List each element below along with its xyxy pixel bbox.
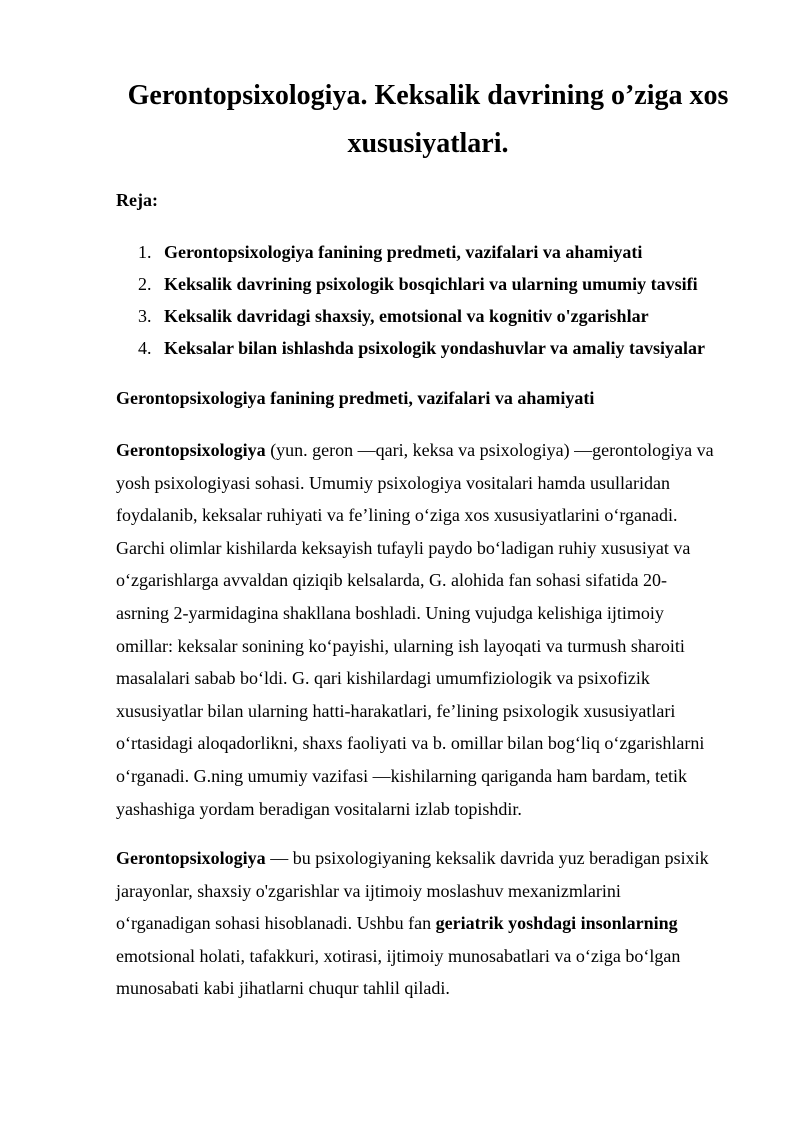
paragraph-line: o‘rganadi. G.ning umumiy vazifasi —kishilarning qariganda ham bardam, tetik (116, 765, 688, 786)
plan-item-text: Keksalik davridagi shaxsiy, emotsional va kognitiv o'zgarishlar (164, 306, 649, 326)
defined-term: Gerontopsixologiya (116, 848, 266, 868)
paragraph-line (116, 842, 709, 875)
plan-item-number: 2. (138, 274, 152, 294)
paragraph-line: o‘rtasidagi aloqadorlikni, shaxs faoliyati va b. omillar bilan bog‘liq o‘zgarishlarni (116, 733, 705, 754)
plan-item (116, 302, 705, 334)
title-line-2: xususiyatlari. (347, 128, 509, 159)
paragraph-line: foydalanib, keksalar ruhiyati va fe’lining o‘ziga xos xususiyatlarini o‘rganadi. (116, 505, 678, 526)
paragraph-line: jarayonlar, shaxsiy o'zgarishlar va ijtimoiy moslashuv mexanizmlarini (116, 880, 621, 901)
paragraph-line: asrning 2-yarmidagina shakllana boshladi. Uning vujudga kelishiga ijtimoiy (116, 602, 664, 623)
paragraph-line: emotsional holati, tafakkuri, xotirasi, ijtimoiy munosabatlari va o‘ziga bo‘lgan (116, 945, 681, 966)
paragraph-line: masalalari sabab bo‘ldi. G. qari kishilardagi umumfiziologik va psixofizik (116, 668, 650, 689)
plan-item-number: 3. (138, 306, 152, 326)
plan-item-text: Keksalik davrining psixologik bosqichlari va ularning umumiy tavsifi (164, 274, 698, 294)
paragraph-line: munosabati kabi jihatlarni chuqur tahlil qiladi. (116, 978, 450, 999)
paragraph-line: yashashiga yordam beradigan vositalarni izlab topishdir. (116, 798, 522, 819)
section-heading: Gerontopsixologiya fanining predmeti, vazifalari va ahamiyati (116, 388, 595, 408)
plan-item-text: Gerontopsixologiya fanining predmeti, vazifalari va ahamiyati (164, 242, 643, 262)
paragraph-description (116, 842, 709, 1005)
paragraph-text: — bu psixologiyaning keksalik davrida yuz beradigan psixik (265, 848, 709, 868)
paragraph-line: xususiyatlar bilan ularning hatti-harakatlari, fe’lining psixologik xususiyatlari (116, 700, 676, 721)
paragraph-line (116, 434, 714, 467)
title-line-1: Gerontopsixologiya. Keksalik davrining o’ziga xos (127, 80, 729, 111)
paragraph-line: o‘zgarishlarga avvaldan qiziqib kelsalarda, G. alohida fan sohasi sifatida 20- (116, 570, 667, 591)
plan-item (116, 334, 705, 366)
paragraph-line: omillar: keksalar sonining ko‘payishi, ularning ish layoqati va turmush sharoiti (116, 635, 685, 656)
plan-item-number: 4. (138, 338, 152, 358)
paragraph-line (116, 907, 709, 940)
document-title (100, 72, 756, 168)
plan-item (116, 270, 705, 302)
defined-term: Gerontopsixologiya (116, 440, 266, 460)
plan-list (116, 238, 705, 366)
emphasized-phrase: geriatrik yoshdagi insonlarning (435, 913, 678, 934)
paragraph-line: yosh psixologiyasi sohasi. Umumiy psixologiya vositalari hamda usullaridan (116, 472, 670, 493)
plan-item-text: Keksalar bilan ishlashda psixologik yondashuvlar va amaliy tavsiyalar (164, 338, 705, 358)
plan-heading: Reja: (116, 190, 158, 210)
paragraph-definition (116, 434, 714, 825)
paragraph-text: (yun. geron —qari, keksa va psixologiya) —gerontologiya va (265, 440, 714, 460)
plan-item-number: 1. (138, 242, 152, 262)
paragraph-text: o‘rganadigan sohasi hisoblanadi. Ushbu fan (116, 913, 436, 934)
paragraph-line: Garchi olimlar kishilarda keksayish tufayli paydo bo‘ladigan ruhiy xususiyat va (116, 537, 691, 558)
plan-item (116, 238, 705, 270)
